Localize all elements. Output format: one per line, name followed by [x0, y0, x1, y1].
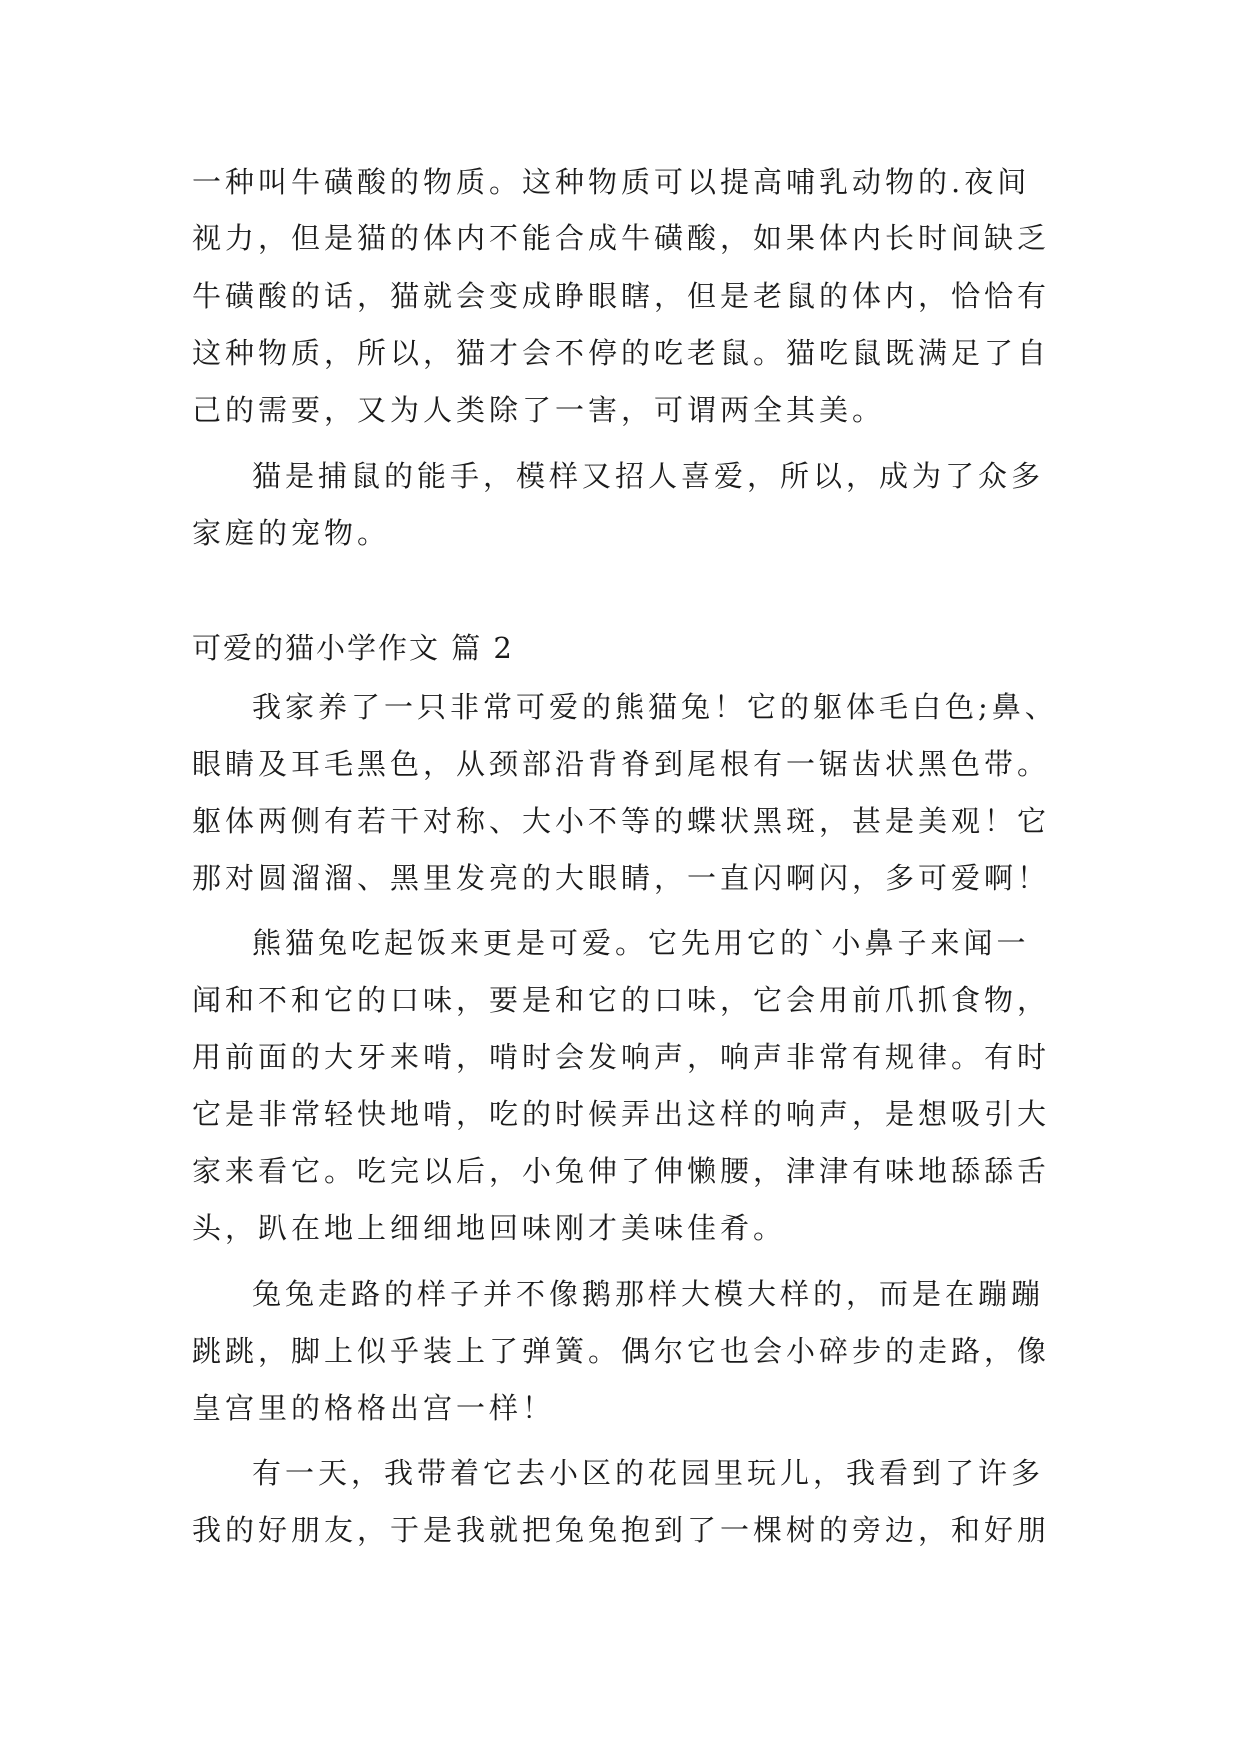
paragraph-line: 熊猫兔吃起饭来更是可爱。它先用它的`小鼻子来闻一: [252, 926, 1030, 960]
paragraph-line: 一种叫牛磺酸的物质。这种物质可以提高哺乳动物的.夜间: [192, 165, 1031, 199]
paragraph-line: 那对圆溜溜、黑里发亮的大眼睛，一直闪啊闪，多可爱啊！: [192, 861, 1051, 895]
paragraph-line: 头，趴在地上细细地回味刚才美味佳肴。: [192, 1211, 787, 1245]
paragraph-line: 家来看它。吃完以后，小兔伸了伸懒腰，津津有味地舔舔舌: [192, 1154, 1051, 1188]
paragraph-line: 兔兔走路的样子并不像鹅那样大模大样的，而是在蹦蹦: [252, 1277, 1045, 1311]
paragraph-line: 视力，但是猫的体内不能合成牛磺酸，如果体内长时间缺乏: [192, 221, 1051, 255]
section-heading: 可爱的猫小学作文 篇 2: [192, 631, 514, 665]
paragraph-line: 我家养了一只非常可爱的熊猫兔！它的躯体毛白色;鼻、: [252, 690, 1058, 724]
paragraph-line: 皇宫里的格格出宫一样！: [192, 1391, 556, 1425]
paragraph-line: 跳跳，脚上似乎装上了弹簧。偶尔它也会小碎步的走路，像: [192, 1334, 1051, 1368]
paragraph-line: 这种物质，所以，猫才会不停的吃老鼠。猫吃鼠既满足了自: [192, 336, 1051, 370]
paragraph-line: 眼睛及耳毛黑色，从颈部沿背脊到尾根有一锯齿状黑色带。: [192, 747, 1051, 781]
paragraph-line: 猫是捕鼠的能手，模样又招人喜爱，所以，成为了众多: [252, 459, 1045, 493]
paragraph-line: 己的需要，又为人类除了一害，可谓两全其美。: [192, 393, 886, 427]
paragraph-line: 我的好朋友，于是我就把兔兔抱到了一棵树的旁边，和好朋: [192, 1513, 1051, 1547]
paragraph-line: 它是非常轻快地啃，吃的时候弄出这样的响声，是想吸引大: [192, 1097, 1051, 1131]
paragraph-line: 家庭的宠物。: [192, 516, 391, 550]
paragraph-line: 用前面的大牙来啃，啃时会发响声，响声非常有规律。有时: [192, 1040, 1051, 1074]
paragraph-line: 有一天，我带着它去小区的花园里玩儿，我看到了许多: [252, 1456, 1045, 1490]
paragraph-line: 躯体两侧有若干对称、大小不等的蝶状黑斑，甚是美观！它: [192, 804, 1051, 838]
paragraph-line: 闻和不和它的口味，要是和它的口味，它会用前爪抓食物，: [192, 983, 1051, 1017]
paragraph-line: 牛磺酸的话，猫就会变成睁眼瞎，但是老鼠的体内，恰恰有: [192, 279, 1051, 313]
